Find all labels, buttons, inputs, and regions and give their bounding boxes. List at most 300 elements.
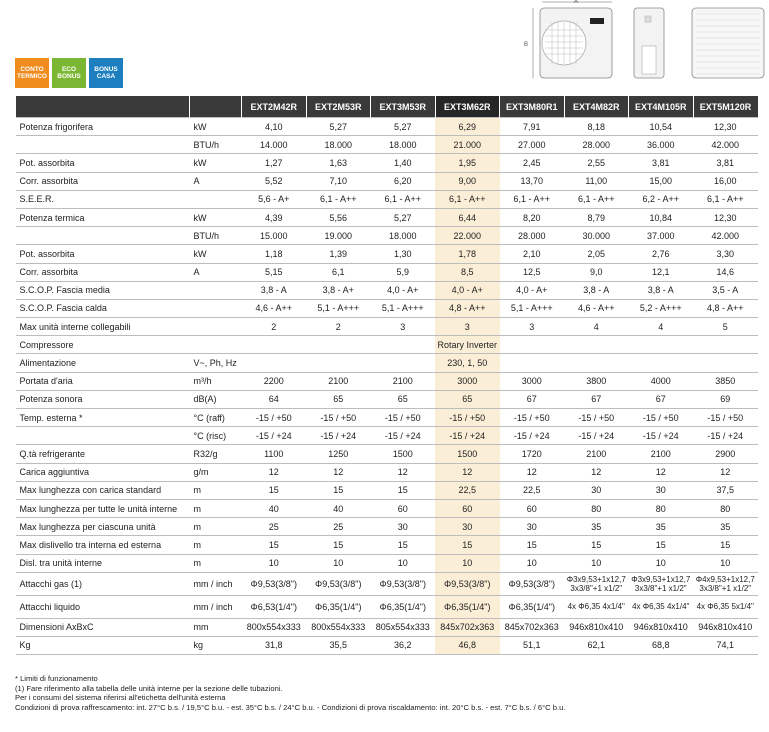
value-cell: 5,2 - A+++	[629, 299, 694, 317]
row-label: Max lunghezza con carica standard	[16, 481, 190, 499]
value-cell: 14,6	[693, 263, 758, 281]
table-row	[16, 536, 758, 554]
value-cell: 4,39	[242, 208, 307, 226]
row-label: Max unità interne collegabili	[16, 318, 190, 336]
value-cell: 5,1 - A+++	[306, 299, 371, 317]
value-cell: 3	[371, 318, 436, 336]
row-unit: A	[190, 172, 242, 190]
value-cell: Φ9,53(3/8")	[500, 572, 565, 595]
value-cell: 11,00	[564, 172, 629, 190]
value-cell: 22,5	[435, 481, 500, 499]
value-cell: 22.000	[435, 227, 500, 245]
row-unit: kW	[190, 245, 242, 263]
table-row	[16, 572, 758, 595]
value-cell: 4000	[629, 372, 694, 390]
value-cell: 18.000	[371, 136, 436, 154]
value-cell: 805x554x333	[371, 618, 436, 636]
value-cell: 5,27	[371, 208, 436, 226]
value-cell: 12,5	[500, 263, 565, 281]
value-cell: 3000	[435, 372, 500, 390]
value-cell: -15 / +24	[564, 427, 629, 445]
value-cell: 3	[435, 318, 500, 336]
row-unit: V~, Ph, Hz	[190, 354, 242, 372]
value-cell: 3,5 - A	[693, 281, 758, 299]
table-row	[16, 208, 758, 226]
value-cell: 845x702x363	[435, 618, 500, 636]
model-header: EXT2M53R	[306, 96, 371, 118]
value-cell: 10	[371, 554, 436, 572]
footnote-line: * Limiti di funzionamento	[15, 674, 98, 683]
value-cell: 14.000	[242, 136, 307, 154]
value-cell: 15	[306, 536, 371, 554]
value-cell: -15 / +24	[371, 427, 436, 445]
value-cell: 5,27	[306, 118, 371, 136]
empty-cell	[629, 354, 694, 372]
row-unit: m	[190, 518, 242, 536]
value-cell: 22,5	[500, 481, 565, 499]
value-cell: -15 / +50	[242, 409, 307, 427]
row-unit: BTU/h	[190, 136, 242, 154]
value-cell: 10,84	[629, 208, 694, 226]
value-cell: 30	[371, 518, 436, 536]
value-cell: 10	[629, 554, 694, 572]
table-row	[16, 336, 758, 354]
value-cell: 3,8 - A+	[306, 281, 371, 299]
badge-eco-bonus: ECO BONUS	[52, 58, 86, 88]
value-cell: 65	[306, 390, 371, 408]
value-cell: 2,76	[629, 245, 694, 263]
value-cell: 6,1 - A++	[693, 190, 758, 208]
value-cell: -15 / +50	[564, 409, 629, 427]
dimension-b-label: B	[524, 42, 529, 48]
value-cell: 1,95	[435, 154, 500, 172]
value-cell: 6,20	[371, 172, 436, 190]
value-cell: 60	[371, 499, 436, 517]
row-unit: m	[190, 554, 242, 572]
table-row	[16, 154, 758, 172]
value-cell: 15	[306, 481, 371, 499]
empty-cell	[500, 336, 565, 354]
value-cell: Φ6,35(1/4")	[435, 595, 500, 618]
value-cell: 6,1 - A++	[435, 190, 500, 208]
empty-cell	[371, 354, 436, 372]
value-cell: 1,18	[242, 245, 307, 263]
table-row	[16, 445, 758, 463]
value-cell: 4x Φ6,35 4x1/4"	[629, 595, 694, 618]
value-cell: 10	[435, 554, 500, 572]
value-cell: 74,1	[693, 636, 758, 654]
row-label: Disl. tra unità interne	[16, 554, 190, 572]
table-row	[16, 618, 758, 636]
value-cell: 35,5	[306, 636, 371, 654]
value-cell: 1,30	[371, 245, 436, 263]
value-cell: 35	[629, 518, 694, 536]
value-cell: 30	[500, 518, 565, 536]
value-cell: 15.000	[242, 227, 307, 245]
value-cell: 40	[242, 499, 307, 517]
value-cell: 1,63	[306, 154, 371, 172]
table-row	[16, 263, 758, 281]
value-cell: Φ3x9,53+1x12,7 3x3/8"+1 x1/2"	[564, 572, 629, 595]
row-label: Attacchi liquido	[16, 595, 190, 618]
table-row	[16, 409, 758, 427]
value-cell: 6,2 - A++	[629, 190, 694, 208]
row-label: Pot. assorbita	[16, 154, 190, 172]
back-view-icon	[692, 8, 764, 78]
value-cell: 5,1 - A+++	[500, 299, 565, 317]
value-cell: -15 / +24	[629, 427, 694, 445]
value-cell: 10	[306, 554, 371, 572]
value-cell: 7,91	[500, 118, 565, 136]
empty-cell	[242, 354, 307, 372]
value-cell: 1250	[306, 445, 371, 463]
spec-table	[15, 96, 758, 655]
row-unit	[190, 299, 242, 317]
value-cell: Φ9,53(3/8")	[306, 572, 371, 595]
value-cell: 12,1	[629, 263, 694, 281]
row-label: Max lunghezza per tutte le unità interne	[16, 499, 190, 517]
row-label: Attacchi gas (1)	[16, 572, 190, 595]
value-cell: 4,0 - A+	[371, 281, 436, 299]
table-header-row	[16, 96, 758, 118]
value-cell: 51,1	[500, 636, 565, 654]
value-cell: 60	[435, 499, 500, 517]
value-cell: 65	[371, 390, 436, 408]
value-cell: 2,10	[500, 245, 565, 263]
value-cell: 3800	[564, 372, 629, 390]
value-cell: 18.000	[371, 227, 436, 245]
value-cell: 6,1 - A++	[500, 190, 565, 208]
empty-cell	[629, 336, 694, 354]
value-cell: 10	[693, 554, 758, 572]
row-unit: R32/g	[190, 445, 242, 463]
table-row	[16, 499, 758, 517]
value-cell: 30	[564, 481, 629, 499]
value-cell: 12	[500, 463, 565, 481]
value-cell: 4,0 - A+	[435, 281, 500, 299]
row-label: Corr. assorbita	[16, 172, 190, 190]
value-cell: 40	[306, 499, 371, 517]
table-row	[16, 136, 758, 154]
row-unit: kW	[190, 208, 242, 226]
footnote-line: Per i consumi del sistema riferirsi all'etichetta dell'unità esterna	[15, 693, 226, 703]
value-cell: 1500	[435, 445, 500, 463]
row-label: Carica aggiuntiva	[16, 463, 190, 481]
value-cell: 67	[629, 390, 694, 408]
value-cell: 5,6 - A+	[242, 190, 307, 208]
value-cell: 3,8 - A	[629, 281, 694, 299]
value-cell: 12	[693, 463, 758, 481]
value-cell: 15	[242, 536, 307, 554]
value-cell: 5,27	[371, 118, 436, 136]
value-cell: 1500	[371, 445, 436, 463]
table-row	[16, 372, 758, 390]
row-unit: mm / inch	[190, 572, 242, 595]
value-cell: 4,0 - A+	[500, 281, 565, 299]
value-cell: 5	[693, 318, 758, 336]
row-label: Potenza sonora	[16, 390, 190, 408]
row-label	[16, 136, 190, 154]
value-cell: 3,81	[629, 154, 694, 172]
value-cell: 12,30	[693, 208, 758, 226]
value-cell: Φ4x9,53+1x12,7 3x3/8"+1 x1/2"	[693, 572, 758, 595]
value-cell: 62,1	[564, 636, 629, 654]
value-cell: 15	[500, 536, 565, 554]
table-row	[16, 481, 758, 499]
value-cell: 42.000	[693, 136, 758, 154]
row-label: Temp. esterna *	[16, 409, 190, 427]
value-cell: 3,8 - A	[564, 281, 629, 299]
row-unit: m³/h	[190, 372, 242, 390]
value-cell: 31,8	[242, 636, 307, 654]
row-unit: °C (raff)	[190, 409, 242, 427]
table-row	[16, 518, 758, 536]
row-label: Corr. assorbita	[16, 263, 190, 281]
value-cell: 65	[435, 390, 500, 408]
empty-cell	[693, 354, 758, 372]
value-cell: 35	[564, 518, 629, 536]
value-cell: 13,70	[500, 172, 565, 190]
empty-cell	[371, 336, 436, 354]
value-cell: 60	[500, 499, 565, 517]
value-cell: 800x554x333	[242, 618, 307, 636]
table-row	[16, 281, 758, 299]
empty-cell	[242, 336, 307, 354]
value-cell: 80	[564, 499, 629, 517]
value-cell: 68,8	[629, 636, 694, 654]
value-cell: 2900	[693, 445, 758, 463]
value-cell: 4,6 - A++	[564, 299, 629, 317]
row-unit: g/m	[190, 463, 242, 481]
model-header: EXT3M62R	[435, 96, 500, 118]
incentive-badges	[15, 58, 123, 88]
table-row	[16, 245, 758, 263]
value-cell: 3850	[693, 372, 758, 390]
value-cell: 15	[564, 536, 629, 554]
table-row	[16, 463, 758, 481]
row-label: S.E.E.R.	[16, 190, 190, 208]
table-row	[16, 636, 758, 654]
value-cell: 1,39	[306, 245, 371, 263]
value-cell: 8,18	[564, 118, 629, 136]
value-cell: 2100	[629, 445, 694, 463]
value-cell: 946x810x410	[693, 618, 758, 636]
value-cell: -15 / +50	[435, 409, 500, 427]
row-unit: mm / inch	[190, 595, 242, 618]
value-cell: 21.000	[435, 136, 500, 154]
model-header: EXT2M42R	[242, 96, 307, 118]
front-view-icon	[524, 0, 612, 78]
value-cell: 15,00	[629, 172, 694, 190]
row-unit: BTU/h	[190, 227, 242, 245]
row-unit	[190, 336, 242, 354]
row-label	[16, 227, 190, 245]
value-cell: 80	[693, 499, 758, 517]
value-cell: 4,10	[242, 118, 307, 136]
value-cell: 5,56	[306, 208, 371, 226]
value-cell: 1,78	[435, 245, 500, 263]
dimension-a-label: A	[574, 0, 579, 5]
value-cell: 7,10	[306, 172, 371, 190]
row-unit: m	[190, 536, 242, 554]
value-cell: 4	[564, 318, 629, 336]
value-cell: 30	[435, 518, 500, 536]
value-cell: 15	[435, 536, 500, 554]
empty-cell	[500, 354, 565, 372]
value-cell: 15	[371, 536, 436, 554]
value-cell: 3000	[500, 372, 565, 390]
value-cell: 12	[242, 463, 307, 481]
row-unit: °C (risc)	[190, 427, 242, 445]
row-unit: m	[190, 499, 242, 517]
value-cell: 37.000	[629, 227, 694, 245]
span-value: 230, 1, 50	[435, 354, 500, 372]
model-header: EXT4M105R	[629, 96, 694, 118]
value-cell: 25	[306, 518, 371, 536]
row-unit	[190, 281, 242, 299]
value-cell: 845x702x363	[500, 618, 565, 636]
value-cell: 5,15	[242, 263, 307, 281]
value-cell: 30.000	[564, 227, 629, 245]
table-row	[16, 118, 758, 136]
row-label: Kg	[16, 636, 190, 654]
value-cell: 36,2	[371, 636, 436, 654]
value-cell: 12	[564, 463, 629, 481]
row-unit	[190, 190, 242, 208]
value-cell: 18.000	[306, 136, 371, 154]
value-cell: 2	[306, 318, 371, 336]
value-cell: 42.000	[693, 227, 758, 245]
value-cell: 35	[693, 518, 758, 536]
table-row	[16, 390, 758, 408]
span-value: Rotary Inverter	[435, 336, 500, 354]
value-cell: 15	[693, 536, 758, 554]
table-row	[16, 354, 758, 372]
row-unit: kW	[190, 118, 242, 136]
value-cell: 27.000	[500, 136, 565, 154]
value-cell: 1,27	[242, 154, 307, 172]
row-label: Potenza termica	[16, 208, 190, 226]
value-cell: 2,45	[500, 154, 565, 172]
value-cell: 4	[629, 318, 694, 336]
value-cell: 4x Φ6,35 4x1/4"	[564, 595, 629, 618]
value-cell: Φ9,53(3/8")	[435, 572, 500, 595]
value-cell: Φ9,53(3/8")	[242, 572, 307, 595]
value-cell: 10	[242, 554, 307, 572]
row-label: Portata d'aria	[16, 372, 190, 390]
value-cell: 10	[564, 554, 629, 572]
value-cell: 800x554x333	[306, 618, 371, 636]
value-cell: 5,1 - A+++	[371, 299, 436, 317]
value-cell: Φ6,35(1/4")	[306, 595, 371, 618]
value-cell: 37,5	[693, 481, 758, 499]
value-cell: -15 / +24	[242, 427, 307, 445]
value-cell: 15	[629, 536, 694, 554]
value-cell: 30	[629, 481, 694, 499]
value-cell: 5,9	[371, 263, 436, 281]
value-cell: 2100	[306, 372, 371, 390]
empty-cell	[306, 336, 371, 354]
value-cell: 28.000	[564, 136, 629, 154]
value-cell: 4,6 - A++	[242, 299, 307, 317]
value-cell: 12	[371, 463, 436, 481]
value-cell: 1100	[242, 445, 307, 463]
value-cell: 6,1	[306, 263, 371, 281]
side-view-icon	[634, 8, 664, 78]
value-cell: -15 / +24	[306, 427, 371, 445]
value-cell: 6,44	[435, 208, 500, 226]
row-unit: kW	[190, 154, 242, 172]
value-cell: -15 / +50	[371, 409, 436, 427]
empty-cell	[564, 336, 629, 354]
value-cell: 36.000	[629, 136, 694, 154]
row-label: S.C.O.P. Fascia media	[16, 281, 190, 299]
value-cell: -15 / +50	[629, 409, 694, 427]
value-cell: 8,5	[435, 263, 500, 281]
footnote-line: Condizioni di prova raffrescamento: int. 27°C b.s. / 19,5°C b.u. - est. 35°C b.s. / 24°C b.u. - Condizioni di prova riscaldamento: int. 20°C b.s. - est. 7°C b.s. / 6°C b.u.	[15, 702, 566, 712]
row-unit: kg	[190, 636, 242, 654]
value-cell: 67	[564, 390, 629, 408]
badge-bonus-casa: BONUS CASA	[89, 58, 123, 88]
empty-cell	[693, 336, 758, 354]
row-label: Compressore	[16, 336, 190, 354]
value-cell: -15 / +24	[693, 427, 758, 445]
table-row	[16, 318, 758, 336]
row-label: Dimensioni AxBxC	[16, 618, 190, 636]
empty-cell	[306, 354, 371, 372]
row-label: Pot. assorbita	[16, 245, 190, 263]
value-cell: 12	[306, 463, 371, 481]
value-cell: 4x Φ6,35 5x1/4"	[693, 595, 758, 618]
value-cell: 2,05	[564, 245, 629, 263]
value-cell: -15 / +24	[500, 427, 565, 445]
row-unit	[190, 318, 242, 336]
value-cell: 3,30	[693, 245, 758, 263]
value-cell: 2	[242, 318, 307, 336]
value-cell: 8,79	[564, 208, 629, 226]
value-cell: 9,00	[435, 172, 500, 190]
table-row	[16, 172, 758, 190]
value-cell: 15	[242, 481, 307, 499]
value-cell: 1,40	[371, 154, 436, 172]
row-unit: dB(A)	[190, 390, 242, 408]
value-cell: -15 / +50	[500, 409, 565, 427]
table-row	[16, 299, 758, 317]
table-row	[16, 595, 758, 618]
value-cell: 10,54	[629, 118, 694, 136]
row-label: Alimentazione	[16, 354, 190, 372]
value-cell: 6,1 - A++	[564, 190, 629, 208]
empty-cell	[564, 354, 629, 372]
value-cell: 69	[693, 390, 758, 408]
row-label: Max dislivello tra interna ed esterna	[16, 536, 190, 554]
model-header: EXT4M82R	[564, 96, 629, 118]
row-label	[16, 427, 190, 445]
value-cell: 19.000	[306, 227, 371, 245]
value-cell: -15 / +24	[435, 427, 500, 445]
model-header: EXT5M120R	[693, 96, 758, 118]
model-header: EXT3M53R	[371, 96, 436, 118]
value-cell: 64	[242, 390, 307, 408]
value-cell: 4,8 - A++	[435, 299, 500, 317]
table-row	[16, 427, 758, 445]
model-header: EXT3M80R1	[500, 96, 565, 118]
footnotes	[15, 674, 565, 712]
header-label-cell	[16, 96, 190, 118]
value-cell: -15 / +50	[306, 409, 371, 427]
footnote-line: (1) Fare riferimento alla tabella delle unità interne per la sezione delle tubazioni.	[15, 683, 283, 693]
value-cell: Φ9,53(3/8")	[371, 572, 436, 595]
